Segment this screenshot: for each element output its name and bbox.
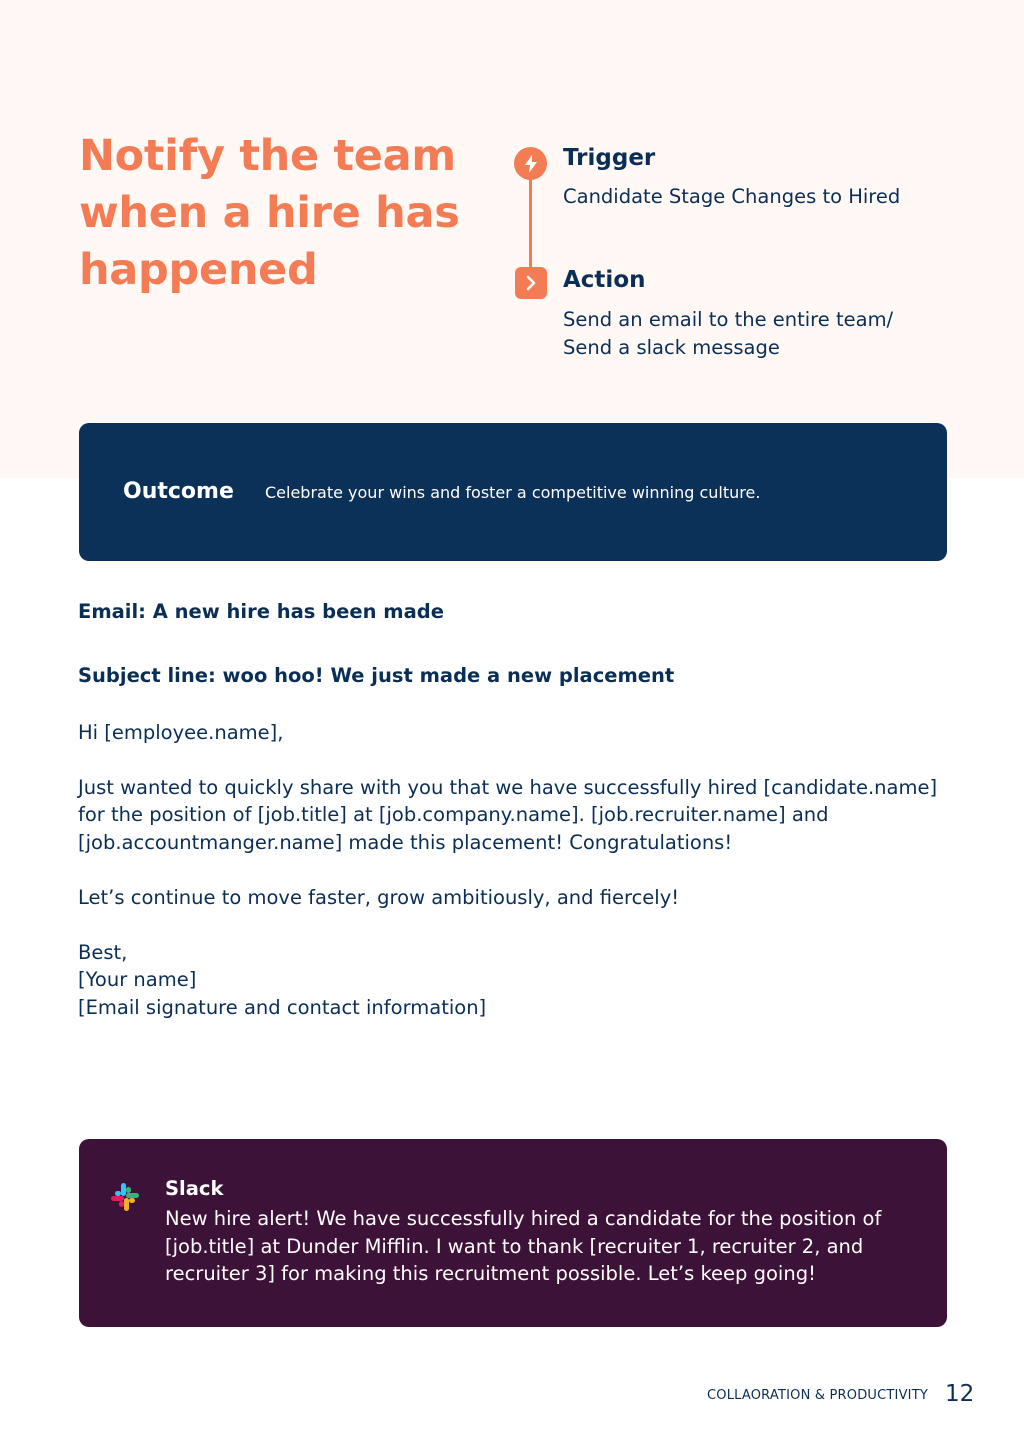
slack-message xyxy=(165,1205,905,1288)
action-text-line1: Send an email to the entire team/ xyxy=(563,308,894,331)
slack-logo-icon xyxy=(109,1181,141,1213)
email-greeting: Hi [employee.name], xyxy=(78,721,284,744)
chevron-right-icon xyxy=(515,267,547,299)
page-number: 12 xyxy=(945,1381,975,1407)
email-signoff: Best, xyxy=(78,941,128,964)
timeline-connector xyxy=(529,178,532,272)
slack-message-line: [job.title] at Dunder Mifflin. I want to thank [recruiter 1, recruiter 2, and xyxy=(165,1234,864,1258)
lightning-icon xyxy=(514,147,547,180)
email-sender-name: [Your name] xyxy=(78,968,197,991)
page-title: Notify the team when a hire has happened xyxy=(79,131,460,295)
slack-card xyxy=(79,1139,947,1327)
slack-message-line: recruiter 3] for making this recruitment possible. Let’s keep going! xyxy=(165,1262,816,1285)
email-body-line: for the position of [job.title] at [job.company.name]. [job.recruiter.name] and xyxy=(78,803,829,826)
slack-message-line: New hire alert! We have successfully hired a candidate for the position of xyxy=(165,1207,882,1230)
email-signature: [Email signature and contact information] xyxy=(78,996,487,1019)
action-text-line2: Send a slack message xyxy=(563,336,780,359)
outcome-label: Outcome xyxy=(123,479,234,504)
slack-title: Slack xyxy=(165,1177,224,1200)
email-body-line: Let’s continue to move faster, grow ambitiously, and fiercely! xyxy=(78,886,680,909)
action-heading: Action xyxy=(563,267,646,293)
outcome-text: Celebrate your wins and foster a competitive winning culture. xyxy=(265,483,761,502)
email-body-line: [job.accountmanger.name] made this placement! Congratulations! xyxy=(78,831,733,854)
trigger-text: Candidate Stage Changes to Hired xyxy=(563,185,901,208)
email-heading: Email: A new hire has been made xyxy=(78,600,444,623)
trigger-heading: Trigger xyxy=(563,145,656,171)
outcome-card xyxy=(79,423,947,561)
email-body-line: Just wanted to quickly share with you that we have successfully hired [candidate.name] xyxy=(78,776,938,799)
footer-section-label: COLLAORATION & PRODUCTIVITY xyxy=(706,1388,928,1403)
email-subject: Subject line: woo hoo! We just made a new placement xyxy=(78,664,675,687)
